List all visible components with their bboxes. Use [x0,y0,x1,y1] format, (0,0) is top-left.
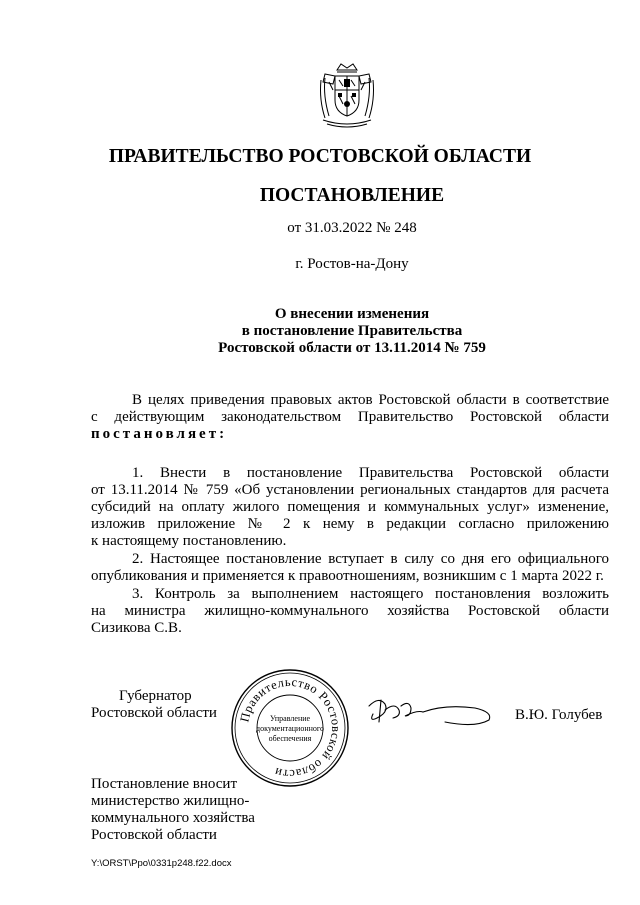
coat-of-arms-icon [315,60,379,130]
government-title: ПРАВИТЕЛЬСТВО РОСТОВСКОЙ ОБЛАСТИ [108,146,532,167]
text-line: Сизикова С.В. [91,620,182,636]
text-line: 2. Настоящее постановление вступает в силу со дня его официального [132,551,609,567]
signatory-name: В.Ю. Голубев [515,707,603,723]
text-line: 3. Контроль за выполнением настоящего постановления возложить [132,586,609,602]
intro-line: министерство жилищно- [91,793,250,809]
text-line: 1. Внести в постановление Правительства Ростовской области [132,465,609,481]
text-line [91,426,609,443]
point-2-paragraph [91,551,609,585]
document-date-number: от 31.03.2022 № 248 [287,220,417,236]
subject-line: в постановление Правительства [241,323,463,339]
subject-line: Ростовской области от 13.11.2014 № 759 [218,340,486,356]
introduced-by-block [91,776,255,844]
document-subject [0,306,640,357]
seal-inner-text: обеспечения [268,734,312,743]
text-line: В целях приведения правовых актов Ростовской области в соответствие [132,392,609,408]
text-line: с действующим законодательством Правительство Ростовской области [91,409,609,425]
text-line: к настоящему постановлению. [91,533,287,549]
point-3-paragraph [91,586,609,637]
file-path-footer: Y:\ORST\Ppo\0331p248.f22.docx [91,858,232,869]
text-line: на министра жилищно-коммунального хозяйства Ростовской области [91,603,609,619]
text-line: опубликования и применяется к правоотношениям, возникшим с 1 марта 2022 г. [91,568,604,584]
preamble-paragraph [91,392,609,443]
intro-line: коммунального хозяйства [91,810,255,826]
handwritten-signature-icon [365,692,497,732]
intro-line: Ростовской области [91,827,217,843]
subject-line: О внесении изменения [274,306,430,322]
seal-inner-text: Управление [269,714,311,723]
text-line: изложив приложение № 2 к нему в редакции согласно приложению [91,516,609,532]
signatory-position [91,688,217,722]
position-line: Ростовской области [91,705,217,721]
intro-line: Постановление вносит [91,776,238,792]
position-line: Губернатор [119,688,192,704]
document-city: г. Ростов-на-Дону [295,256,409,272]
official-seal-icon [228,666,352,790]
resolves-word: постановляет: [91,426,228,442]
seal-outer-text: Правительство Ростовской области [237,674,344,782]
document-type-title: ПОСТАНОВЛЕНИЕ [259,185,445,206]
seal-inner-text: документационного [256,724,324,733]
point-1-paragraph [91,465,609,550]
text-line: субсидий на оплату жилого помещения и коммунальных услуг» изменение, [91,499,609,515]
text-line: от 13.11.2014 № 759 «Об установлении региональных стандартов для расчета [91,482,609,498]
